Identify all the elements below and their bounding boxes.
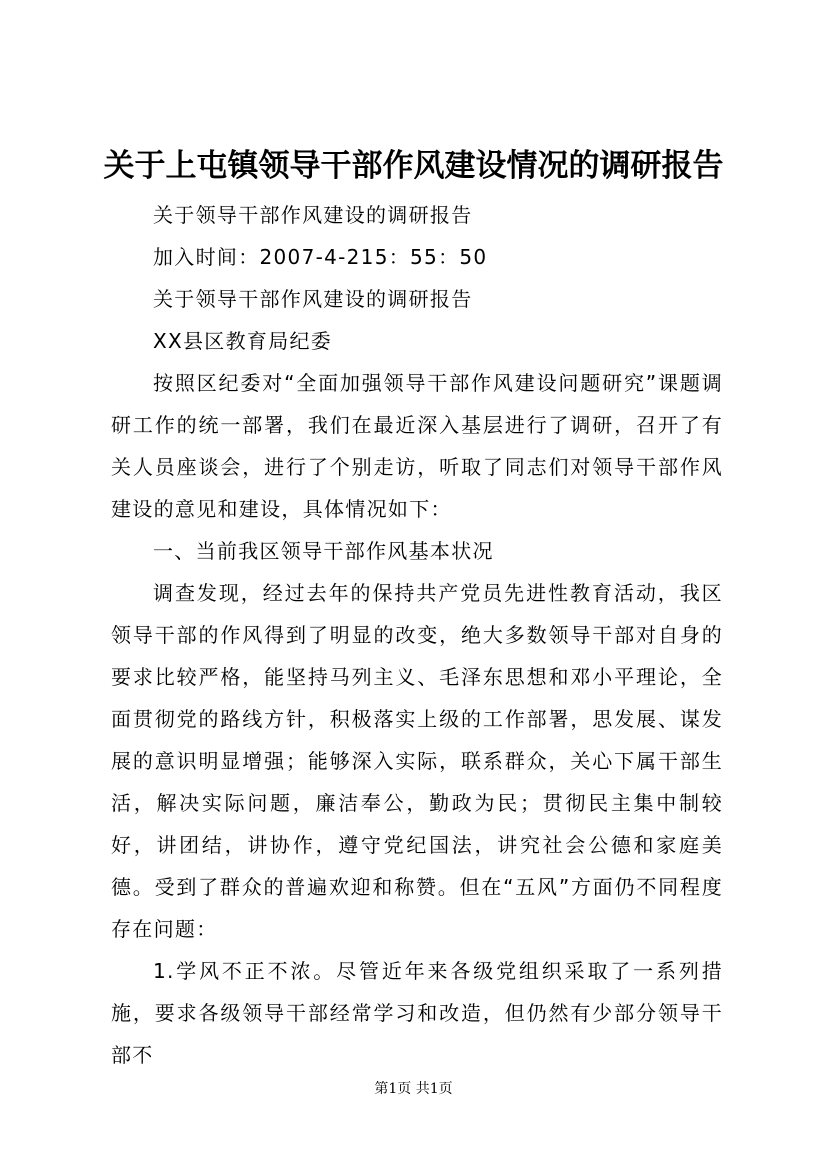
document-body — [111, 194, 723, 1076]
paragraph-added-time: 加入时间：2007-4-215：55：50 — [153, 245, 488, 269]
paragraph-author: XX县区教育局纪委 — [153, 329, 333, 353]
paragraph-report-title: 关于领导干部作风建设的调研报告 — [153, 287, 473, 311]
paragraph-item-1: 1.学风不正不浓。尽管近年来各级党组织采取了一系列措施，要求各级领导干部经常学习和改造，但仍然有少部分领导干部不 — [111, 959, 723, 1067]
paragraph-findings: 调查发现，经过去年的保持共产党员先进性教育活动，我区领导干部的作风得到了明显的改变，绝大多数领导干部对自身的要求比较严格，能坚持马列主义、毛泽东思想和邓小平理论，全面贯彻党的路线方针，积极落实上级的工作部署，思发展、谋发展的意识明显增强；能够深入实际，联系群众，关心下属干部生活，解决实际问题，廉洁奉公，勤政为民；贯彻民主集中制较好，讲团结，讲协作，遵守党纪国法，讲究社会公德和家庭美德。受到了群众的普遍欢迎和称赞。但在“五风”方面仍不同程度存在问题： — [111, 581, 723, 941]
document-title: 关于上屯镇领导干部作风建设情况的调研报告 — [103, 148, 724, 184]
paragraph-intro: 按照区纪委对“全面加强领导干部作风建设问题研究”课题调研工作的统一部署，我们在最近深入基层进行了调研，召开了有关人员座谈会，进行了个别走访，听取了同志们对领导干部作风建设的意见和建设，具体情况如下： — [111, 371, 723, 521]
section-heading-1: 一、当前我区领导干部作风基本状况 — [153, 539, 494, 563]
paragraph-subtitle: 关于领导干部作风建设的调研报告 — [153, 203, 473, 227]
page-footer: 第1页 共1页 — [374, 1081, 453, 1097]
